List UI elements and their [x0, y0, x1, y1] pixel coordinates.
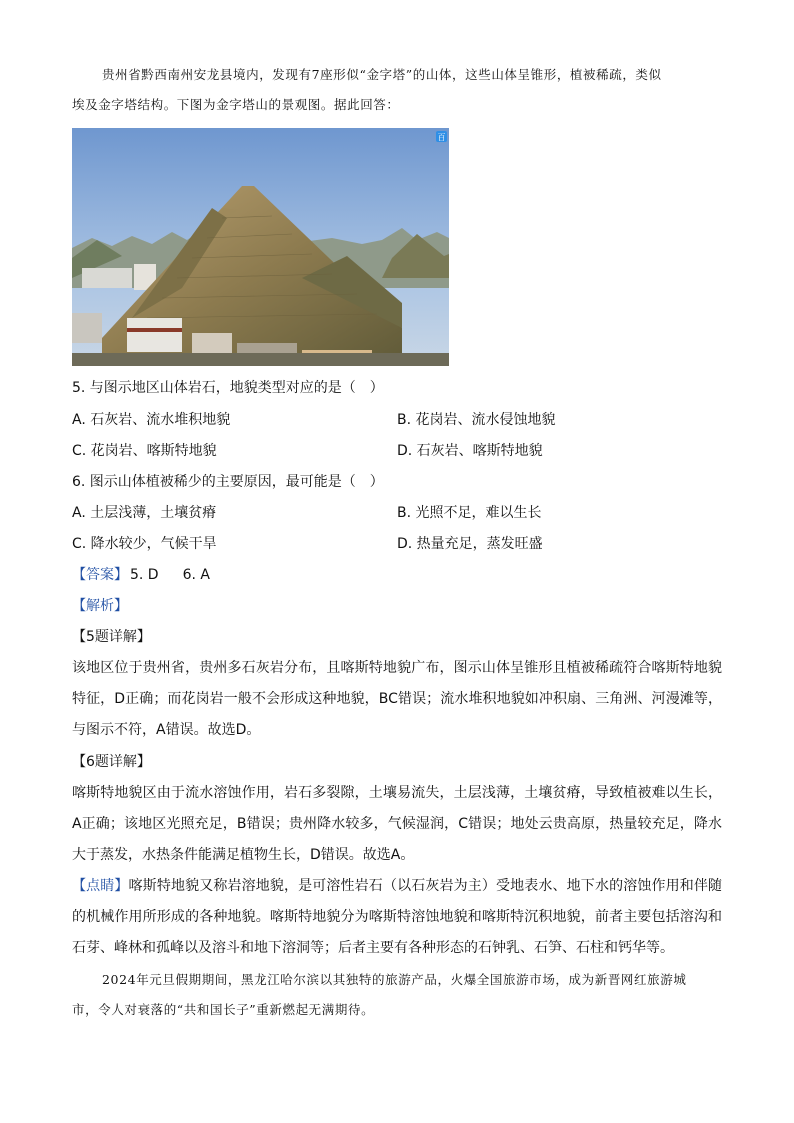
detail-6-text: 喀斯特地貌区由于流水溶蚀作用，岩石多裂隙，土壤易流失，土层浅薄，土壤贫瘠，导致植被难以生长，A正确；该地区光照充足，B错误；贵州降水较多，气候湿润，C错误；地处云贵高原，热量较充足，降水大于蒸发，水热条件能满足植物生长，D错误。故选A。	[72, 785, 722, 863]
answer-5: 5. D	[130, 567, 159, 583]
key-point-tag: 【点睛】	[72, 878, 129, 894]
detail-5-text: 该地区位于贵州省，贵州多石灰岩分布，且喀斯特地貌广布，图示山体呈锥形且植被稀疏符合喀斯特地貌特征，D正确；而花岗岩一般不会形成这种地貌，BC错误；流水堆积地貌如冲积扇、三角洲、河漫滩等，与图示不符，A错误。故选D。	[72, 660, 722, 738]
answer-tag: 【答案】	[72, 567, 128, 583]
question-5-option-b: B. 花岗岩、流水侵蚀地貌	[397, 412, 556, 428]
intro-line-2: 埃及金字塔结构。下图为金字塔山的景观图。据此回答：	[72, 97, 400, 112]
detail-5-tag: 【5题详解】	[72, 629, 151, 645]
question-6-option-c: C. 降水较少，气候干旱	[72, 536, 217, 552]
question-6-stem: 6. 图示山体植被稀少的主要原因，最可能是（ ）	[72, 474, 384, 490]
next-intro-paragraph	[72, 965, 722, 1025]
detail-6-tag: 【6题详解】	[72, 754, 151, 770]
question-6-option-b: B. 光照不足，难以生长	[397, 505, 542, 521]
answer-line	[72, 565, 210, 585]
next-intro-line-1: 2024年元旦假期期间，黑龙江哈尔滨以其独特的旅游产品，火爆全国旅游市场，成为新晋网红旅游城	[102, 972, 687, 987]
analysis-tag: 【解析】	[72, 598, 128, 614]
question-5-option-c: C. 花岗岩、喀斯特地貌	[72, 443, 217, 459]
answer-6: 6. A	[182, 567, 210, 583]
key-point-text: 喀斯特地貌又称岩溶地貌，是可溶性岩石（以石灰岩为主）受地表水、地下水的溶蚀作用和伴随的机械作用所形成的各种地貌。喀斯特地貌分为喀斯特溶蚀地貌和喀斯特沉积地貌，前者主要包括溶沟和石芽、峰林和孤峰以及溶斗和地下溶洞等；后者主要有各种形态的石钟乳、石笋、石柱和钙华等。	[72, 878, 723, 956]
intro-line-1: 贵州省黔西南州安龙县境内，发现有7座形似“金字塔”的山体，这些山体呈锥形，植被稀疏，类似	[102, 67, 662, 82]
question-6-option-d: D. 热量充足，蒸发旺盛	[397, 536, 543, 552]
intro-paragraph	[72, 60, 722, 120]
key-point-paragraph	[72, 871, 722, 964]
question-5-option-a: A. 石灰岩、流水堆积地貌	[72, 412, 231, 428]
svg-text:百: 百	[437, 133, 446, 142]
question-5-stem: 5. 与图示地区山体岩石，地貌类型对应的是（ ）	[72, 380, 384, 396]
next-intro-line-2: 市，令人对衰落的“共和国长子”重新燃起无满期待。	[72, 1002, 375, 1017]
question-6-option-a: A. 土层浅薄，土壤贫瘠	[72, 505, 217, 521]
question-5-option-d: D. 石灰岩、喀斯特地貌	[397, 443, 543, 459]
pyramid-mountain-photo	[72, 128, 449, 366]
